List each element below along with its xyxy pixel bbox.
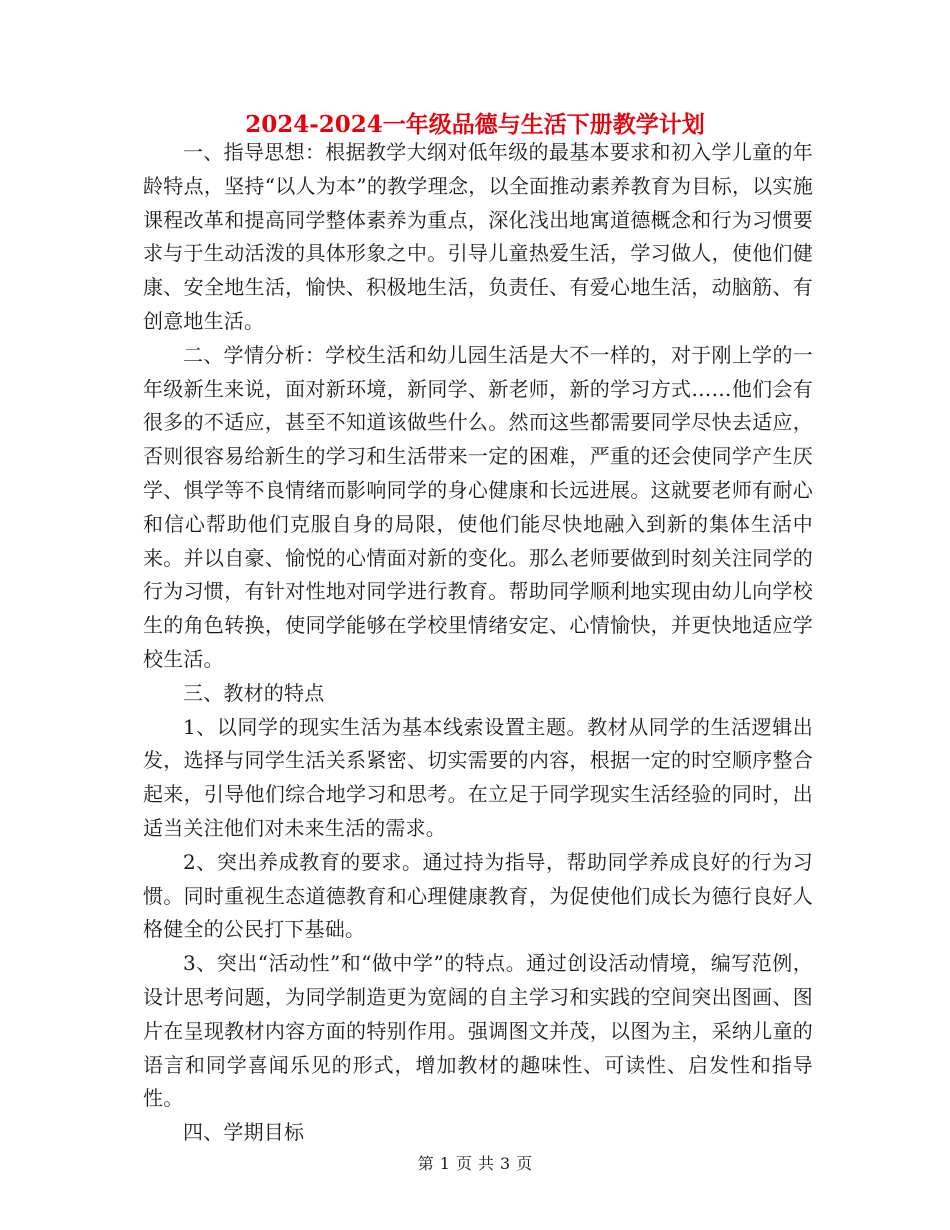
heading-textbook-features: 三、教材的特点 [183, 680, 325, 705]
footer-total-pages: 3 [500, 1154, 511, 1173]
footer-page-word: 页 [455, 1154, 472, 1173]
paragraph-feature-2: 2、突出养成教育的要求。通过持为指导，帮助同学养成良好的行为习惯。同时重视生态道德教育和心理健康教育，为促使他们成长为德行良好人格健全的公民打下基础。 [143, 849, 813, 942]
document-title: 2024-2024一年级品德与生活下册教学计划 [245, 111, 705, 138]
paragraph-feature-3: 3、突出“活动性”和“做中学”的特点。通过创设活动情境，编写范例，设计思考问题，为同学制造更为宽阔的自主学习和实践的空间突出图画、图片在呈现教材内容方面的特别作用。强调图文并茂，以图为主，采纳儿童的语言和同学喜闻乐见的形式，增加教材的趣味性、可读性、启发性和指导性。 [143, 951, 813, 1111]
footer-suffix: 页 [516, 1154, 533, 1173]
footer-prefix: 第 [417, 1154, 434, 1173]
page-footer [0, 1152, 950, 1176]
paragraph-guiding-ideology: 一、指导思想：根据教学大纲对低年级的最基本要求和初入学儿童的年龄特点，坚持“以人为本”的教学理念，以全面推动素养教育为目标，以实施课程改革和提高同学整体素养为重点，深化浅出地寓道德概念和行为习惯要求与于生动活泼的具体形象之中。引导儿童热爱生活，学习做人，使他们健康、安全地生活，愉快、积极地生活，负责任、有爱心地生活，动脑筋、有创意地生活。 [143, 140, 813, 333]
paragraph-student-analysis: 二、学情分析：学校生活和幼儿园生活是大不一样的，对于刚上学的一年级新生来说，面对新环境，新同学、新老师，新的学习方式……他们会有很多的不适应，甚至不知道该做些什么。然而这些都需要同学尽快去适应，否则很容易给新生的学习和生活带来一定的困难，严重的还会使同学产生厌学、惧学等不良情绪而影响同学的身心健康和长远进展。这就要老师有耐心和信心帮助他们克服自身的局限，使他们能尽快地融入到新的集体生活中来。并以自豪、愉悦的心情面对新的变化。那么老师要做到时刻关注同学的行为习惯，有针对性地对同学进行教育。帮助同学顺利地实现由幼儿向学校生的角色转换，使同学能够在学校里情绪安定、心情愉快，并更快地适应学校生活。 [143, 342, 813, 671]
paragraph-feature-1: 1、以同学的现实生活为基本线索设置主题。教材从同学的生活逻辑出发，选择与同学生活关系紧密、切实需要的内容，根据一定的时空顺序整合起来，引导他们综合地学习和思考。在立足于同学现实生活经验的同时，出适当关注他们对未来生活的需求。 [143, 714, 813, 840]
document-body [143, 136, 813, 1150]
footer-page-number: 1 [439, 1154, 450, 1173]
heading-semester-goals: 四、学期目标 [183, 1120, 305, 1145]
footer-total-word: 共 [478, 1154, 495, 1173]
